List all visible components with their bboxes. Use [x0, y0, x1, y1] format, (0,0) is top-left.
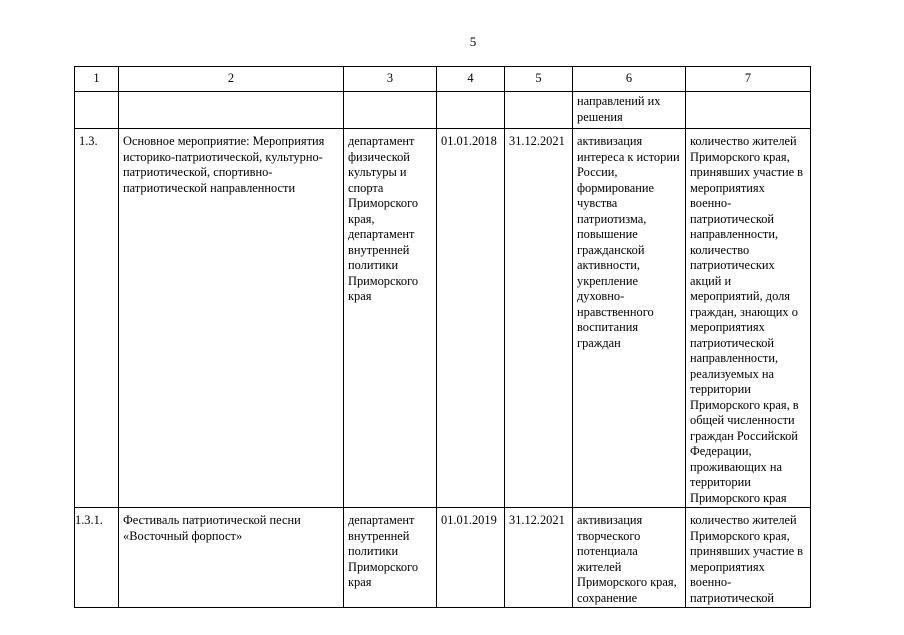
cell-executor: [344, 92, 437, 129]
cell-indicator: количество жителей Приморского края, принявших участие в мероприятиях военно-патриотической: [686, 508, 811, 608]
cell-indicator: [686, 92, 811, 129]
cell-name: [119, 92, 344, 129]
cell-start-date: 01.01.2019: [437, 508, 505, 608]
header-col-7: 7: [686, 67, 811, 92]
cell-end-date: [505, 92, 573, 129]
table-row: [75, 92, 811, 129]
cell-result: активизация интереса к истории России, формирование чувства патриотизма, повышение гражданской активности, укрепление духовно-нравственного воспитания граждан: [573, 129, 686, 508]
header-col-1: 1: [75, 67, 119, 92]
header-col-5: 5: [505, 67, 573, 92]
table-row: [75, 129, 811, 508]
program-table: [74, 66, 811, 608]
cell-num: [75, 92, 119, 129]
cell-result: направлений их решения: [573, 92, 686, 129]
cell-start-date: [437, 92, 505, 129]
cell-indicator: количество жителей Приморского края, принявших участие в мероприятиях военно-патриотической направленности, количество патриотических акций и мероприятий, доля граждан, знающих о мероприятиях патриотической направленности, реализуемых на территории Приморского края, в общей численности граждан Российской Федерации, проживающих на территории Приморского края: [686, 129, 811, 508]
cell-result: активизация творческого потенциала жителей Приморского края, сохранение: [573, 508, 686, 608]
page-number: 5: [469, 34, 477, 49]
header-col-2: 2: [119, 67, 344, 92]
table-header-row: [75, 67, 811, 92]
cell-num: 1.3.1.: [75, 508, 119, 608]
cell-name: Фестиваль патриотической песни «Восточный форпост»: [119, 508, 344, 608]
cell-name: Основное мероприятие: Мероприятия историко-патриотической, культурно-патриотической, спортивно-патриотической направленности: [119, 129, 344, 508]
table-row: [75, 508, 811, 608]
header-col-3: 3: [344, 67, 437, 92]
cell-executor: департамент физической культуры и спорта Приморского края, департамент внутренней политики Приморского края: [344, 129, 437, 508]
cell-num: 1.3.: [75, 129, 119, 508]
cell-end-date: 31.12.2021: [505, 129, 573, 508]
header-col-6: 6: [573, 67, 686, 92]
cell-executor: департамент внутренней политики Приморского края: [344, 508, 437, 608]
cell-start-date: 01.01.2018: [437, 129, 505, 508]
header-col-4: 4: [437, 67, 505, 92]
cell-end-date: 31.12.2021: [505, 508, 573, 608]
